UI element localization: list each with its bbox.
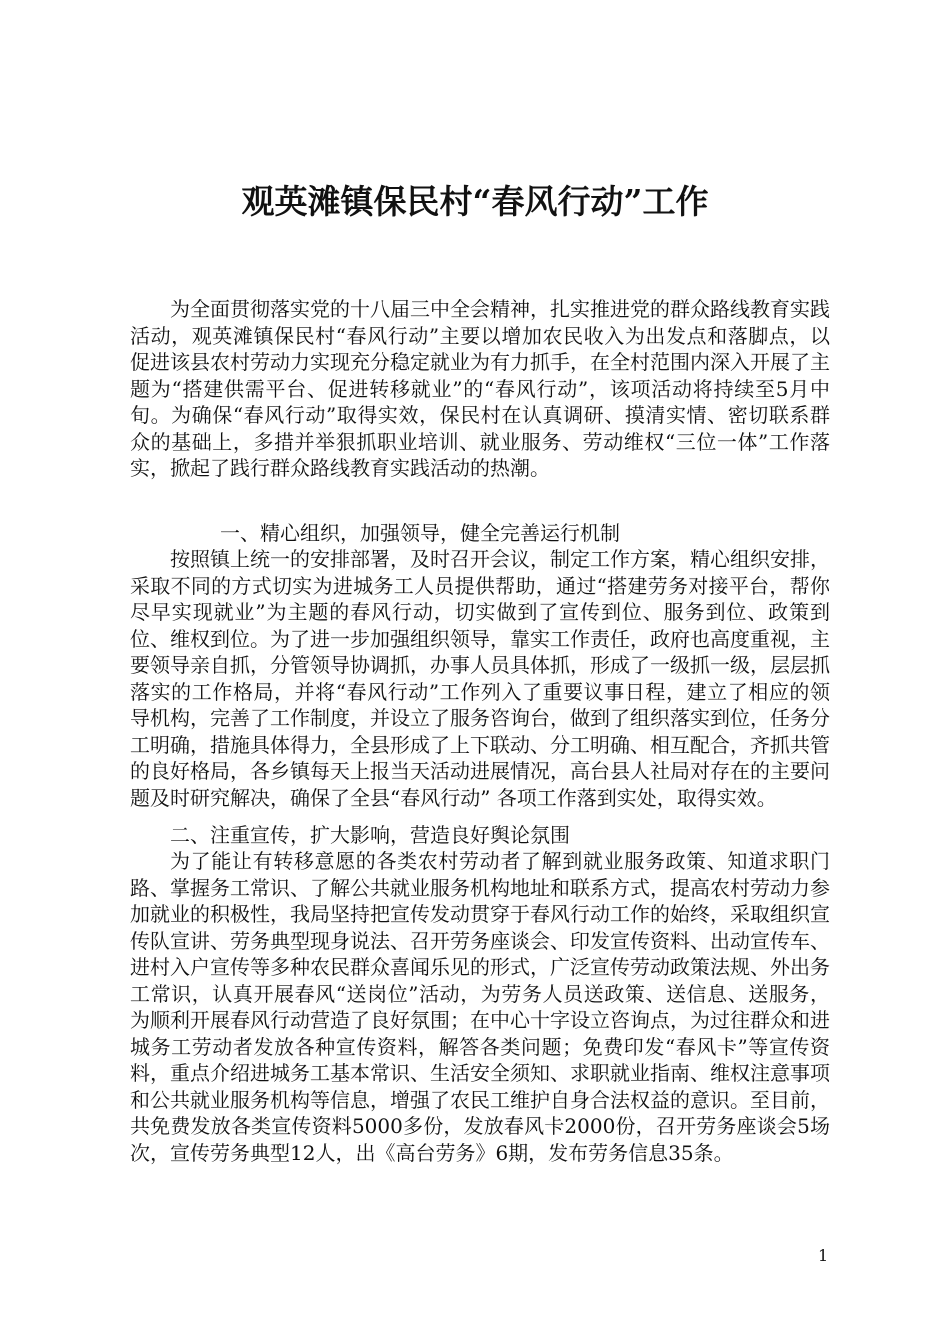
intro-paragraph-block (130, 296, 830, 482)
section-1-paragraph-block (130, 546, 830, 811)
section-heading-2-block (130, 822, 830, 849)
section-heading-1-block (130, 520, 830, 547)
section-2-paragraph-block (130, 848, 830, 1166)
document-title: 观英滩镇保民村“春风行动”工作 (241, 182, 709, 221)
section-heading-1: 一、精心组织，加强领导，健全完善运行机制 (220, 521, 620, 545)
section-heading-2: 二、注重宣传，扩大影响，营造良好舆论氛围 (170, 823, 570, 847)
intro-paragraph: 为全面贯彻落实党的十八届三中全会精神，扎实推进党的群众路线教育实践活动，观英滩镇保民村“春风行动”主要以增加农民收入为出发点和落脚点，以促进该县农村劳动力实现充分稳定就业为有力抓手，在全村范围内深入开展了主题为“搭建供需平台、促进转移就业”的“春风行动”，该项活动将持续至5月中旬。为确保“春风行动”取得实效，保民村在认真调研、摸清实情、密切联系群众的基础上，多措并举狠抓职业培训、就业服务、劳动维权“三位一体”工作落实，掀起了践行群众路线教育实践活动的热潮。 (130, 297, 830, 480)
section-1-paragraph: 按照镇上统一的安排部署，及时召开会议，制定工作方案，精心组织安排，采取不同的方式切实为进城务工人员提供帮助，通过“搭建劳务对接平台，帮你尽早实现就业”为主题的春风行动，切实做到了宣传到位、服务到位、政策到位、维权到位。为了进一步加强组织领导，靠实工作责任，政府也高度重视，主要领导亲自抓，分管领导协调抓，办事人员具体抓，形成了一级抓一级，层层抓落实的工作格局，并将“春风行动”工作列入了重要议事日程，建立了相应的领导机构，完善了工作制度，并设立了服务咨询台，做到了组织落实到位，任务分工明确，措施具体得力，全县形成了上下联动、分工明确、相互配合，齐抓共管的良好格局，各乡镇每天上报当天活动进展情况，高台县人社局对存在的主要问题及时研究解决，确保了全县“春风行动” 各项工作落到实处，取得实效。 (130, 547, 830, 810)
section-2-paragraph: 为了能让有转移意愿的各类农村劳动者了解到就业服务政策、知道求职门路、掌握务工常识、了解公共就业服务机构地址和联系方式，提高农村劳动力参加就业的积极性，我局坚持把宣传发动贯穿于春风行动工作的始终，采取组织宣传队宣讲、劳务典型现身说法、召开劳务座谈会、印发宣传资料、出动宣传车、进村入户宣传等多种农民群众喜闻乐见的形式，广泛宣传劳动政策法规、外出务工常识，认真开展春风“送岗位”活动，为劳务人员送政策、送信息、送服务，为顺利开展春风行动营造了良好氛围；在中心十字设立咨询点，为过往群众和进城务工劳动者发放各种宣传资料，解答各类问题；免费印发“春风卡”等宣传资料，重点介绍进城务工基本常识、生活安全须知、求职就业指南、维权注意事项和公共就业服务机构等信息，增强了农民工维护自身合法权益的意识。至目前，共免费发放各类宣传资料5000多份，发放春风卡2000份，召开劳务座谈会5场次，宣传劳务典型12人，出《高台劳务》6期，发布劳务信息35条。 (130, 849, 830, 1165)
page-number: 1 (818, 1246, 829, 1265)
